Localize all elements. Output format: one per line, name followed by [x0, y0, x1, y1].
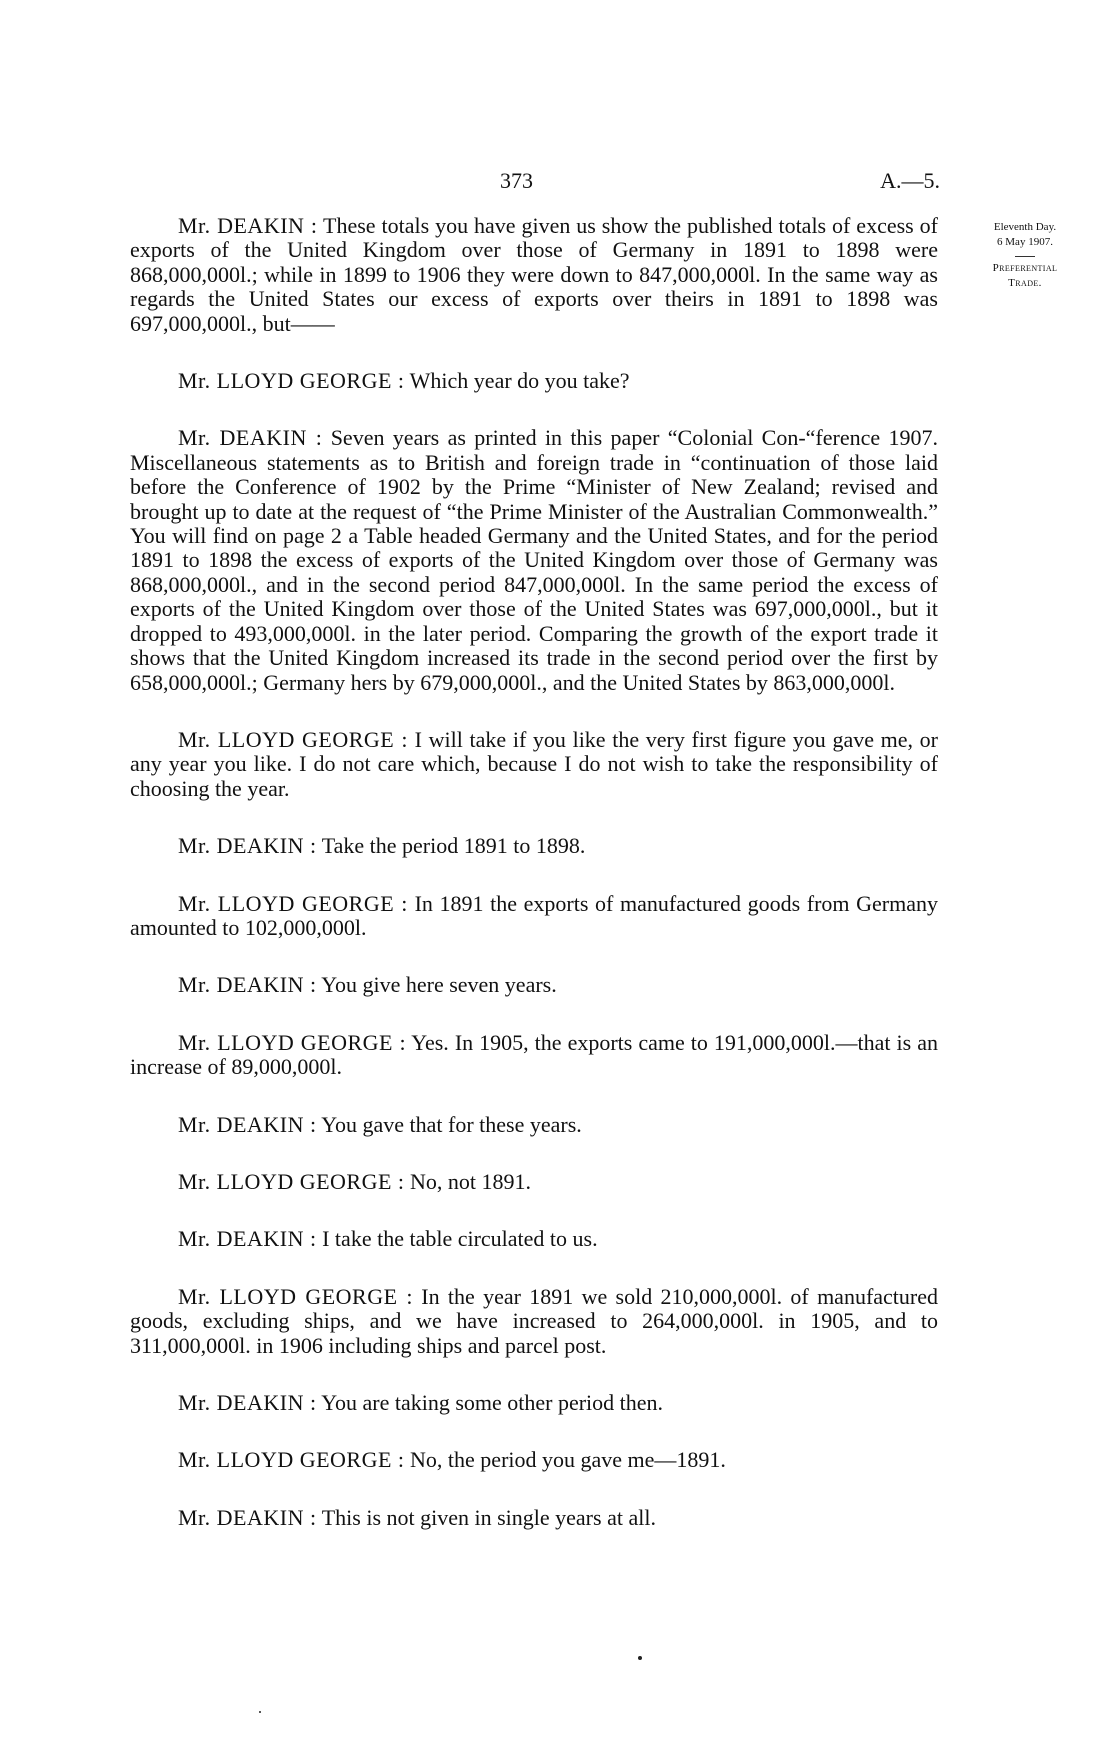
speech-paragraph	[130, 1031, 938, 1080]
speech-text: You gave that for these years.	[321, 1111, 582, 1137]
speech-text: I take the table circulated to us.	[322, 1226, 598, 1252]
speech-paragraph	[130, 892, 938, 941]
speech-paragraph	[130, 834, 938, 858]
speaker-name: Mr. LLOYD GEORGE :	[178, 1029, 407, 1055]
speaker-name: Mr. DEAKIN :	[178, 1111, 317, 1137]
margin-note-subject-line1: Preferential	[992, 262, 1058, 274]
speech-paragraph	[130, 1285, 938, 1358]
page-number: 373	[500, 168, 533, 193]
margin-note-subject-line2: Trade.	[1008, 277, 1042, 289]
speech-paragraph	[130, 1170, 938, 1194]
speech-paragraph	[130, 1391, 938, 1415]
speech-paragraph	[130, 426, 938, 694]
speaker-name: Mr. LLOYD GEORGE :	[178, 726, 409, 752]
speech-text: No, the period you gave me—1891.	[410, 1447, 726, 1473]
transcript-body	[130, 214, 938, 1563]
speaker-name: Mr. LLOYD GEORGE :	[178, 1283, 413, 1309]
speech-text: Yes. In 1905, the exports came to 191,000,000l.—that is an increase of 89,000,000l.	[130, 1029, 938, 1080]
speaker-name: Mr. DEAKIN :	[178, 1390, 317, 1415]
speaker-name: Mr. DEAKIN :	[178, 213, 318, 238]
speech-paragraph	[130, 1113, 938, 1137]
speech-paragraph	[130, 214, 938, 336]
speech-paragraph	[130, 369, 938, 393]
speech-paragraph	[130, 1227, 938, 1251]
speaker-name: Mr. LLOYD GEORGE :	[178, 368, 405, 394]
speech-text: No, not 1891.	[410, 1168, 532, 1194]
speech-text: I will take if you like the very first figure you gave me, or any year you like. I do not care which, because I do not wish to take the responsibility of choosing the year.	[130, 726, 938, 801]
margin-note	[955, 220, 1095, 291]
speech-text: This is not given in single years at all.	[321, 1504, 656, 1530]
speech-paragraph	[130, 973, 938, 997]
speaker-name: Mr. DEAKIN :	[178, 1504, 317, 1530]
margin-note-divider	[1015, 256, 1035, 257]
speech-paragraph	[130, 1448, 938, 1472]
speaker-name: Mr. DEAKIN :	[178, 1226, 317, 1252]
speaker-name: Mr. DEAKIN :	[178, 972, 317, 998]
speech-text: Seven years as printed in this paper “Colonial Con-“ference 1907. Miscellaneous statements as to British and foreign trade in “continuation of those laid before the Conference of 1902 by the Prime “Minister of New Zealand; revised and brought up to date at the request of “the Prime Minister of the Australian Commonwealth.” You will find on page 2 a Table headed Germany and the United States, and for the period 1891 to 1898 the excess of exports of the United Kingdom over those of Germany was 868,000,000l., and in the second period 847,000,000l. In the same period the excess of exports of the United Kingdom over those of the United States was 697,000,000l., but it dropped to 493,000,000l. in the later period. Comparing the growth of the export trade it shows that the United Kingdom increased its trade in the second period over the first by 658,000,000l.; Germany hers by 679,000,000l., and the United States by 863,000,000l.	[130, 425, 939, 695]
series-code: A.—5.	[880, 168, 940, 193]
speech-text: Which year do you take?	[409, 368, 630, 394]
speaker-name: Mr. LLOYD GEORGE :	[178, 890, 408, 916]
speaker-name: Mr. LLOYD GEORGE :	[178, 1447, 405, 1473]
margin-note-date: 6 May 1907.	[997, 236, 1053, 248]
print-speck	[259, 1711, 261, 1713]
speaker-name: Mr. DEAKIN :	[178, 425, 323, 451]
speech-text: You are taking some other period then.	[321, 1390, 664, 1415]
speech-paragraph	[130, 1506, 938, 1530]
speaker-name: Mr. DEAKIN :	[178, 833, 317, 859]
margin-note-day: Eleventh Day.	[993, 221, 1057, 233]
speech-text: You give here seven years.	[321, 972, 557, 998]
page-header	[130, 168, 940, 198]
speech-text: Take the period 1891 to 1898.	[321, 833, 586, 859]
speech-text: These totals you have given us show the published totals of excess of exports of the United Kingdom over those of Germany in 1891 to 1898 were 868,000,000l.; while in 1899 to 1906 they were down to 847,000,000l. In the same way as regards the United States our excess of exports over theirs in 1891 to 1898 was 697,000,000l., but——	[130, 213, 938, 336]
speech-text: In 1891 the exports of manufactured goods from Germany amounted to 102,000,000l.	[130, 890, 939, 940]
speech-paragraph	[130, 728, 938, 801]
speaker-name: Mr. LLOYD GEORGE :	[178, 1168, 405, 1194]
speech-text: In the year 1891 we sold 210,000,000l. of manufactured goods, excluding ships, and we have increased to 264,000,000l. in 1905, and to 311,000,000l. in 1906 including ships and parcel post.	[130, 1283, 938, 1358]
print-speck	[638, 1656, 642, 1660]
